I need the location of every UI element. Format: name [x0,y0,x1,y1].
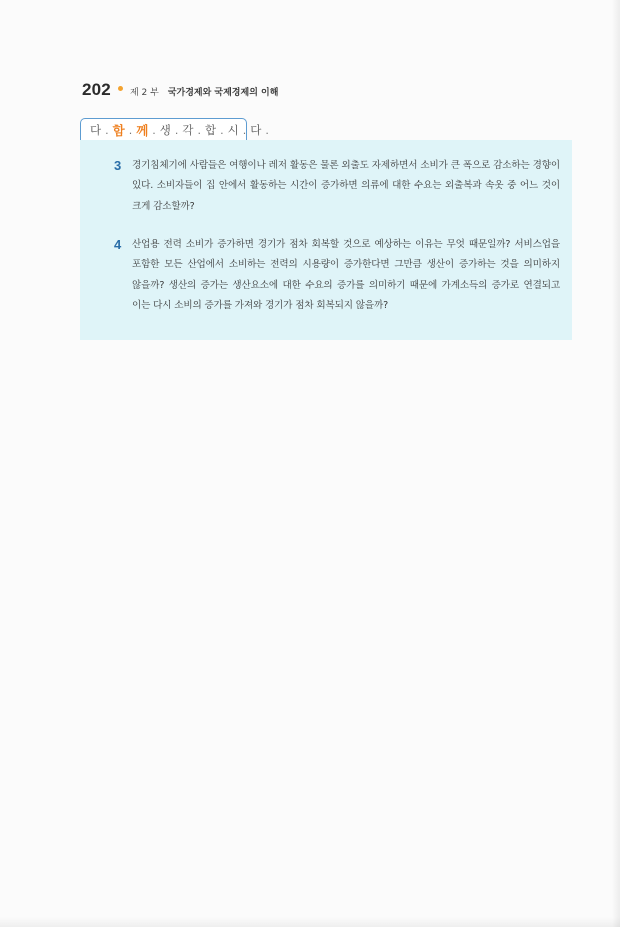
question-text: 경기침체기에 사람들은 여행이나 레저 활동은 물론 외출도 자제하면서 소비가 큰 폭으로 감소하는 경향이 있다. 소비자들이 집 안에서 활동하는 시간이 증가하면 의류에 대한 수요는 외출복과 속옷 중 어느 것이 크게 감소할까? [132,160,560,212]
label-separator: . [105,123,109,137]
question-number: 4 [114,237,122,252]
label-separator: . [128,123,133,137]
label-separator: . [242,123,247,137]
part-title: 국가경제와 국제경제의 이해 [167,88,279,98]
label-separator: . [152,123,156,137]
page-bottom-shadow [0,917,620,927]
question-item [114,235,560,316]
label-char: 다 [250,123,262,137]
think-together-label [80,118,269,141]
label-char: 시 [227,123,239,137]
discussion-box [80,140,572,340]
question-item [114,156,560,217]
question-number: 3 [114,158,122,173]
part-label: 제 2 부 [129,88,159,98]
label-separator: . [265,123,269,137]
page-number: 202 [82,80,111,99]
bullet-dot-icon [118,86,123,91]
label-char-accent: 께 [136,123,149,138]
label-char: 합 [204,123,217,137]
label-char: 생 [159,123,171,137]
label-separator: . [174,123,179,137]
label-separator: . [197,123,201,137]
question-text: 산업용 전력 소비가 증가하면 경기가 점차 회복할 것으로 예상하는 이유는 무엇 때문일까? 서비스업을 포함한 모든 산업에서 소비하는 전력의 시용량이 증가한다면 그만큼 생산이 증가하는 것을 의미하지 않을까? 생산의 증가는 생산요소에 대한 수요의 증가를 의미하기 때문에 가계소득의 증가로 연결되고 이는 다시 소비의 증가를 가져와 경기가 점차 회복되지 않을까? [132,239,560,311]
label-char: 각 [182,123,194,137]
running-header [82,80,278,100]
page-edge-shadow [612,0,620,927]
label-char: 다 [90,123,102,137]
label-separator: . [220,123,224,137]
label-char-accent: 함 [112,123,125,138]
